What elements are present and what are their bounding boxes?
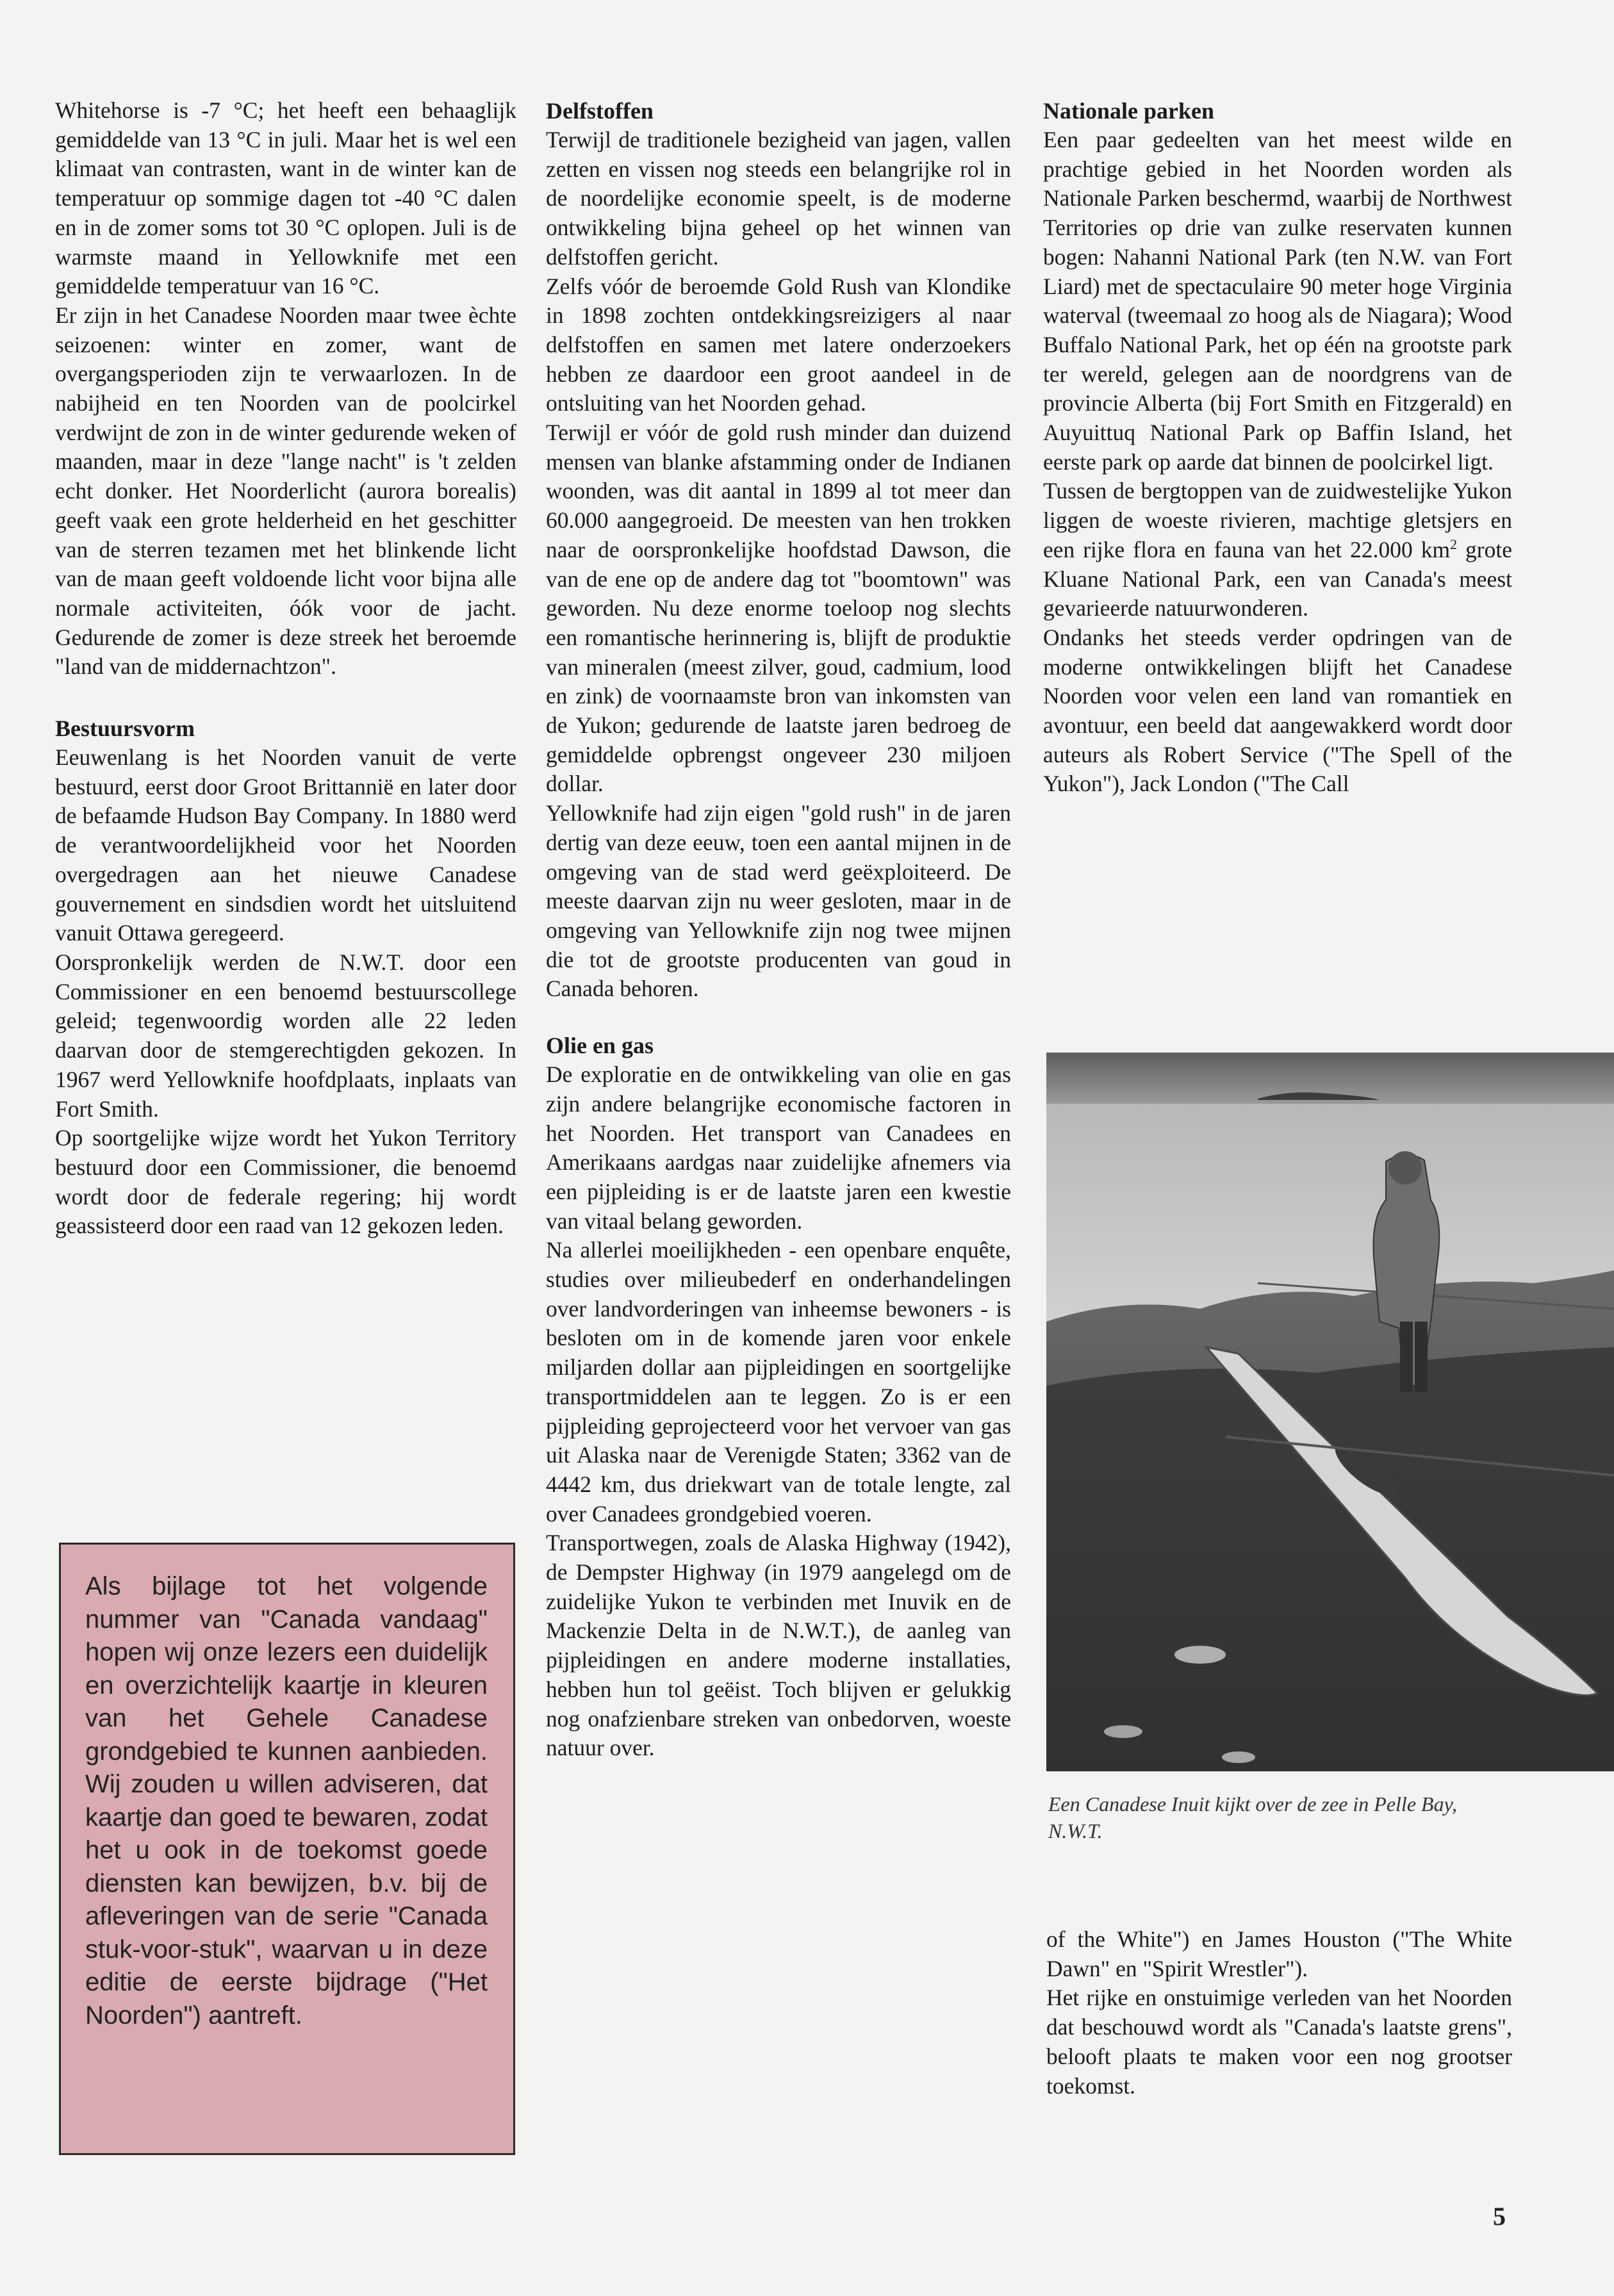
paragraph: Yellowknife had zijn eigen "gold rush" in de jaren dertig van deze eeuw, toen een aantal mijnen in de omgeving van de stad werd geëxploiteerd. De meeste daarvan zijn nu weer gesloten, maar in de omgeving van Yellowknife zijn nog twee mijnen die tot de grootste producenten van goud in Canada behoren. — [546, 800, 1011, 1002]
column-2 — [546, 96, 1011, 1763]
column-3-continued — [1046, 1925, 1512, 2101]
section-heading-nationale-parken: Nationale parken — [1043, 98, 1215, 124]
paragraph: of the White") en James Houston ("The White Dawn" en "Spirit Wrestler"). — [1046, 1926, 1512, 1981]
paragraph — [1043, 477, 1512, 623]
column-3 — [1043, 96, 1512, 799]
section-heading-olie-en-gas: Olie en gas — [546, 1033, 654, 1059]
paragraph: Terwijl er vóór de gold rush minder dan duizend mensen van blanke afstamming onder de Indianen woonden, was dit aantal in 1899 al tot meer dan 60.000 aangegroeid. De meesten van hen trokken naar de oorspronkelijke hoofdstad Dawson, die van de ene op de andere dag tot "boomtown" was geworden. Nu deze enorme toeloop nog slechts een romantische herinnering is, blijft de produktie van mineralen (meest zilver, goud, cadmium, lood en zink) de voornaamste bron van inkomsten van de Yukon; gedurende de laatste jaren bedroeg de gemiddelde opbrengst ongeveer 230 miljoen dollar. — [546, 420, 1011, 797]
section-heading-delfstoffen: Delfstoffen — [546, 98, 654, 124]
inuit-kayak-photo — [1046, 1053, 1614, 1771]
paragraph: Er zijn in het Canadese Noorden maar twee èchte seizoenen: winter en zomer, want de overgangsperioden zijn te verwaarlozen. In de nabijheid en ten Noorden van de poolcirkel verdwijnt de zon in de winter gedurende weken of maanden, maar in deze "lange nacht" is 't zelden echt donker. Het Noorderlicht (aurora borealis) geeft vaak een grote helderheid en het geschitter van de sterren tezamen met het blinkende licht van de maan geeft voldoende licht voor bijna alle normale activiteiten, óók voor de jacht. Gedurende de zomer is deze streek het beroemde "land van de middernachtzon". — [55, 302, 516, 680]
paragraph-part: grote Kluane National Park, een van Canada's meest gevarieerde natuurwonderen. — [1043, 536, 1512, 621]
paragraph: Whitehorse is -7 °C; het heeft een behaaglijk gemiddelde van 13 °C in juli. Maar het is wel een klimaat van contrasten, want in de winter kan de temperatuur op sommige dagen tot -40 °C dalen en in de zomer soms tot 30 °C oplopen. Juli is de warmste maand in Yellowknife met een gemiddelde temperatuur van 16 °C. — [55, 97, 516, 299]
paragraph: Een paar gedeelten van het meest wilde en prachtige gebied in het Noorden worden als Nationale Parken beschermd, waarbij de Northwest Territories op drie van zulke reservaten kunnen bogen: Nahanni National Park (ten N.W. van Fort Liard) met de spectaculaire 90 meter hoge Virginia waterval (tweemaal zo hoog als de Niagara); Wood Buffalo National Park, het op één na grootste park ter wereld, gelegen aan de noordgrens van de provincie Alberta (bij Fort Smith en Fitzgerald) en Auyuittuq National Park op Baffin Island, het eerste park op aarde dat binnen de poolcirkel ligt. — [1043, 127, 1512, 475]
notice-text: Als bijlage tot het volgende nummer van "Canada vandaag" hopen wij onze lezers een duidelijk en overzichtelijk kaartje in kleuren van het Gehele Canadese grondgebied te kunnen aanbieden. Wij zouden u willen adviseren, dat kaartje dan goed te bewaren, zodat het u ook in de toekomst goede diensten kan bewijzen, b.v. bij de afleveringen van de serie "Canada stuk-voor-stuk", waarvan u in deze editie de eerste bijdrage ("Het Noorden") aantreft. — [85, 1572, 488, 2030]
paragraph: Op soortgelijke wijze wordt het Yukon Territory bestuurd door een Commissioner, die benoemd wordt door de federale regering; hij wordt geassisteerd door een raad van 12 gekozen leden. — [55, 1125, 516, 1239]
section-heading-bestuursvorm: Bestuursvorm — [55, 716, 195, 742]
paragraph: Oorspronkelijk werden de N.W.T. door een Commissioner en een benoemd bestuurscollege geleid; tegenwoordig worden alle 22 leden daarvan door de stemgerechtigden gekozen. In 1967 werd Yellowknife hoofdplaats, inplaats van Fort Smith. — [55, 949, 516, 1122]
page-number: 5 — [1493, 2202, 1506, 2231]
photo-caption: Een Canadese Inuit kijkt over de zee in Pelle Bay, N.W.T. — [1048, 1792, 1457, 1842]
column-1 — [55, 96, 516, 1241]
paragraph: Transportwegen, zoals de Alaska Highway (1942), de Dempster Highway (in 1979 aangelegd om de zuidelijke Yukon te verbinden met Inuvik en de Mackenzie Delta in de N.W.T.), de aanleg van pijpleidingen en andere moderne installaties, hebben hun tol geëist. Toch blijven er gelukkig nog onafzienbare streken van onbedorven, woeste natuur over. — [546, 1530, 1011, 1761]
paragraph: De exploratie en de ontwikkeling van olie en gas zijn andere belangrijke economische factoren in het Noorden. Het transport van Canadees en Amerikaans aardgas naar zuidelijke afnemers via een pijpleiding is er de laatste jaren een kwestie van vitaal belang geworden. — [546, 1062, 1011, 1234]
paragraph: Zelfs vóór de beroemde Gold Rush van Klondike in 1898 zochten ontdekkingsreizigers al naar delfstoffen en samen met latere onderzoekers hebben ze daardoor een groot aandeel in de ontsluiting van het Noorden gehad. — [546, 273, 1011, 416]
photo-illustration — [1046, 1053, 1614, 1771]
paragraph: Ondanks het steeds verder opdringen van de moderne ontwikkelingen blijft het Canadese Noorden voor velen een land van romantiek en avontuur, een beeld dat aangewakkerd wordt door auteurs als Robert Service ("The Spell of the Yukon"), Jack London ("The Call — [1043, 624, 1512, 797]
paragraph: Eeuwenlang is het Noorden vanuit de verte bestuurd, eerst door Groot Brittannië en later door de befaamde Hudson Bay Company. In 1880 werd de verantwoordelijkheid voor het Noorden overgedragen aan het nieuwe Canadese gouvernement en sindsdien wordt het uitsluitend vanuit Ottawa geregeerd. — [55, 744, 516, 946]
paragraph: Na allerlei moeilijkheden - een openbare enquête, studies over milieubederf en onderhandelingen over landvorderingen van inheemse bewoners - is besloten om in de komende jaren voor enkele miljarden dollar aan pijpleidingen en soortgelijke transportmiddelen aan te leggen. Zo is er een pijpleiding geprojecteerd voor het vervoer van gas uit Alaska naar de Verenigde Staten; 3362 van de 4442 km, dus driekwart van de totale lengte, zal over Canadees grondgebied voeren. — [546, 1237, 1011, 1527]
paragraph: Het rijke en onstuimige verleden van het Noorden dat beschouwd wordt als "Canada's laatste grens", belooft plaats te maken voor een nog grootser toekomst. — [1046, 1985, 1512, 2099]
superscript: 2 — [1450, 536, 1458, 553]
paragraph-part: Tussen de bergtoppen van de zuidwestelijke Yukon liggen de woeste rivieren, machtige gletsjers en een rijke flora en fauna van het 22.000 km — [1043, 478, 1512, 562]
notice-box — [59, 1543, 515, 2155]
paragraph: Terwijl de traditionele bezigheid van jagen, vallen zetten en vissen nog steeds een belangrijke rol in de noordelijke economie speelt, is de moderne ontwikkeling bijna geheel op het winnen van delfstoffen gericht. — [546, 127, 1011, 270]
